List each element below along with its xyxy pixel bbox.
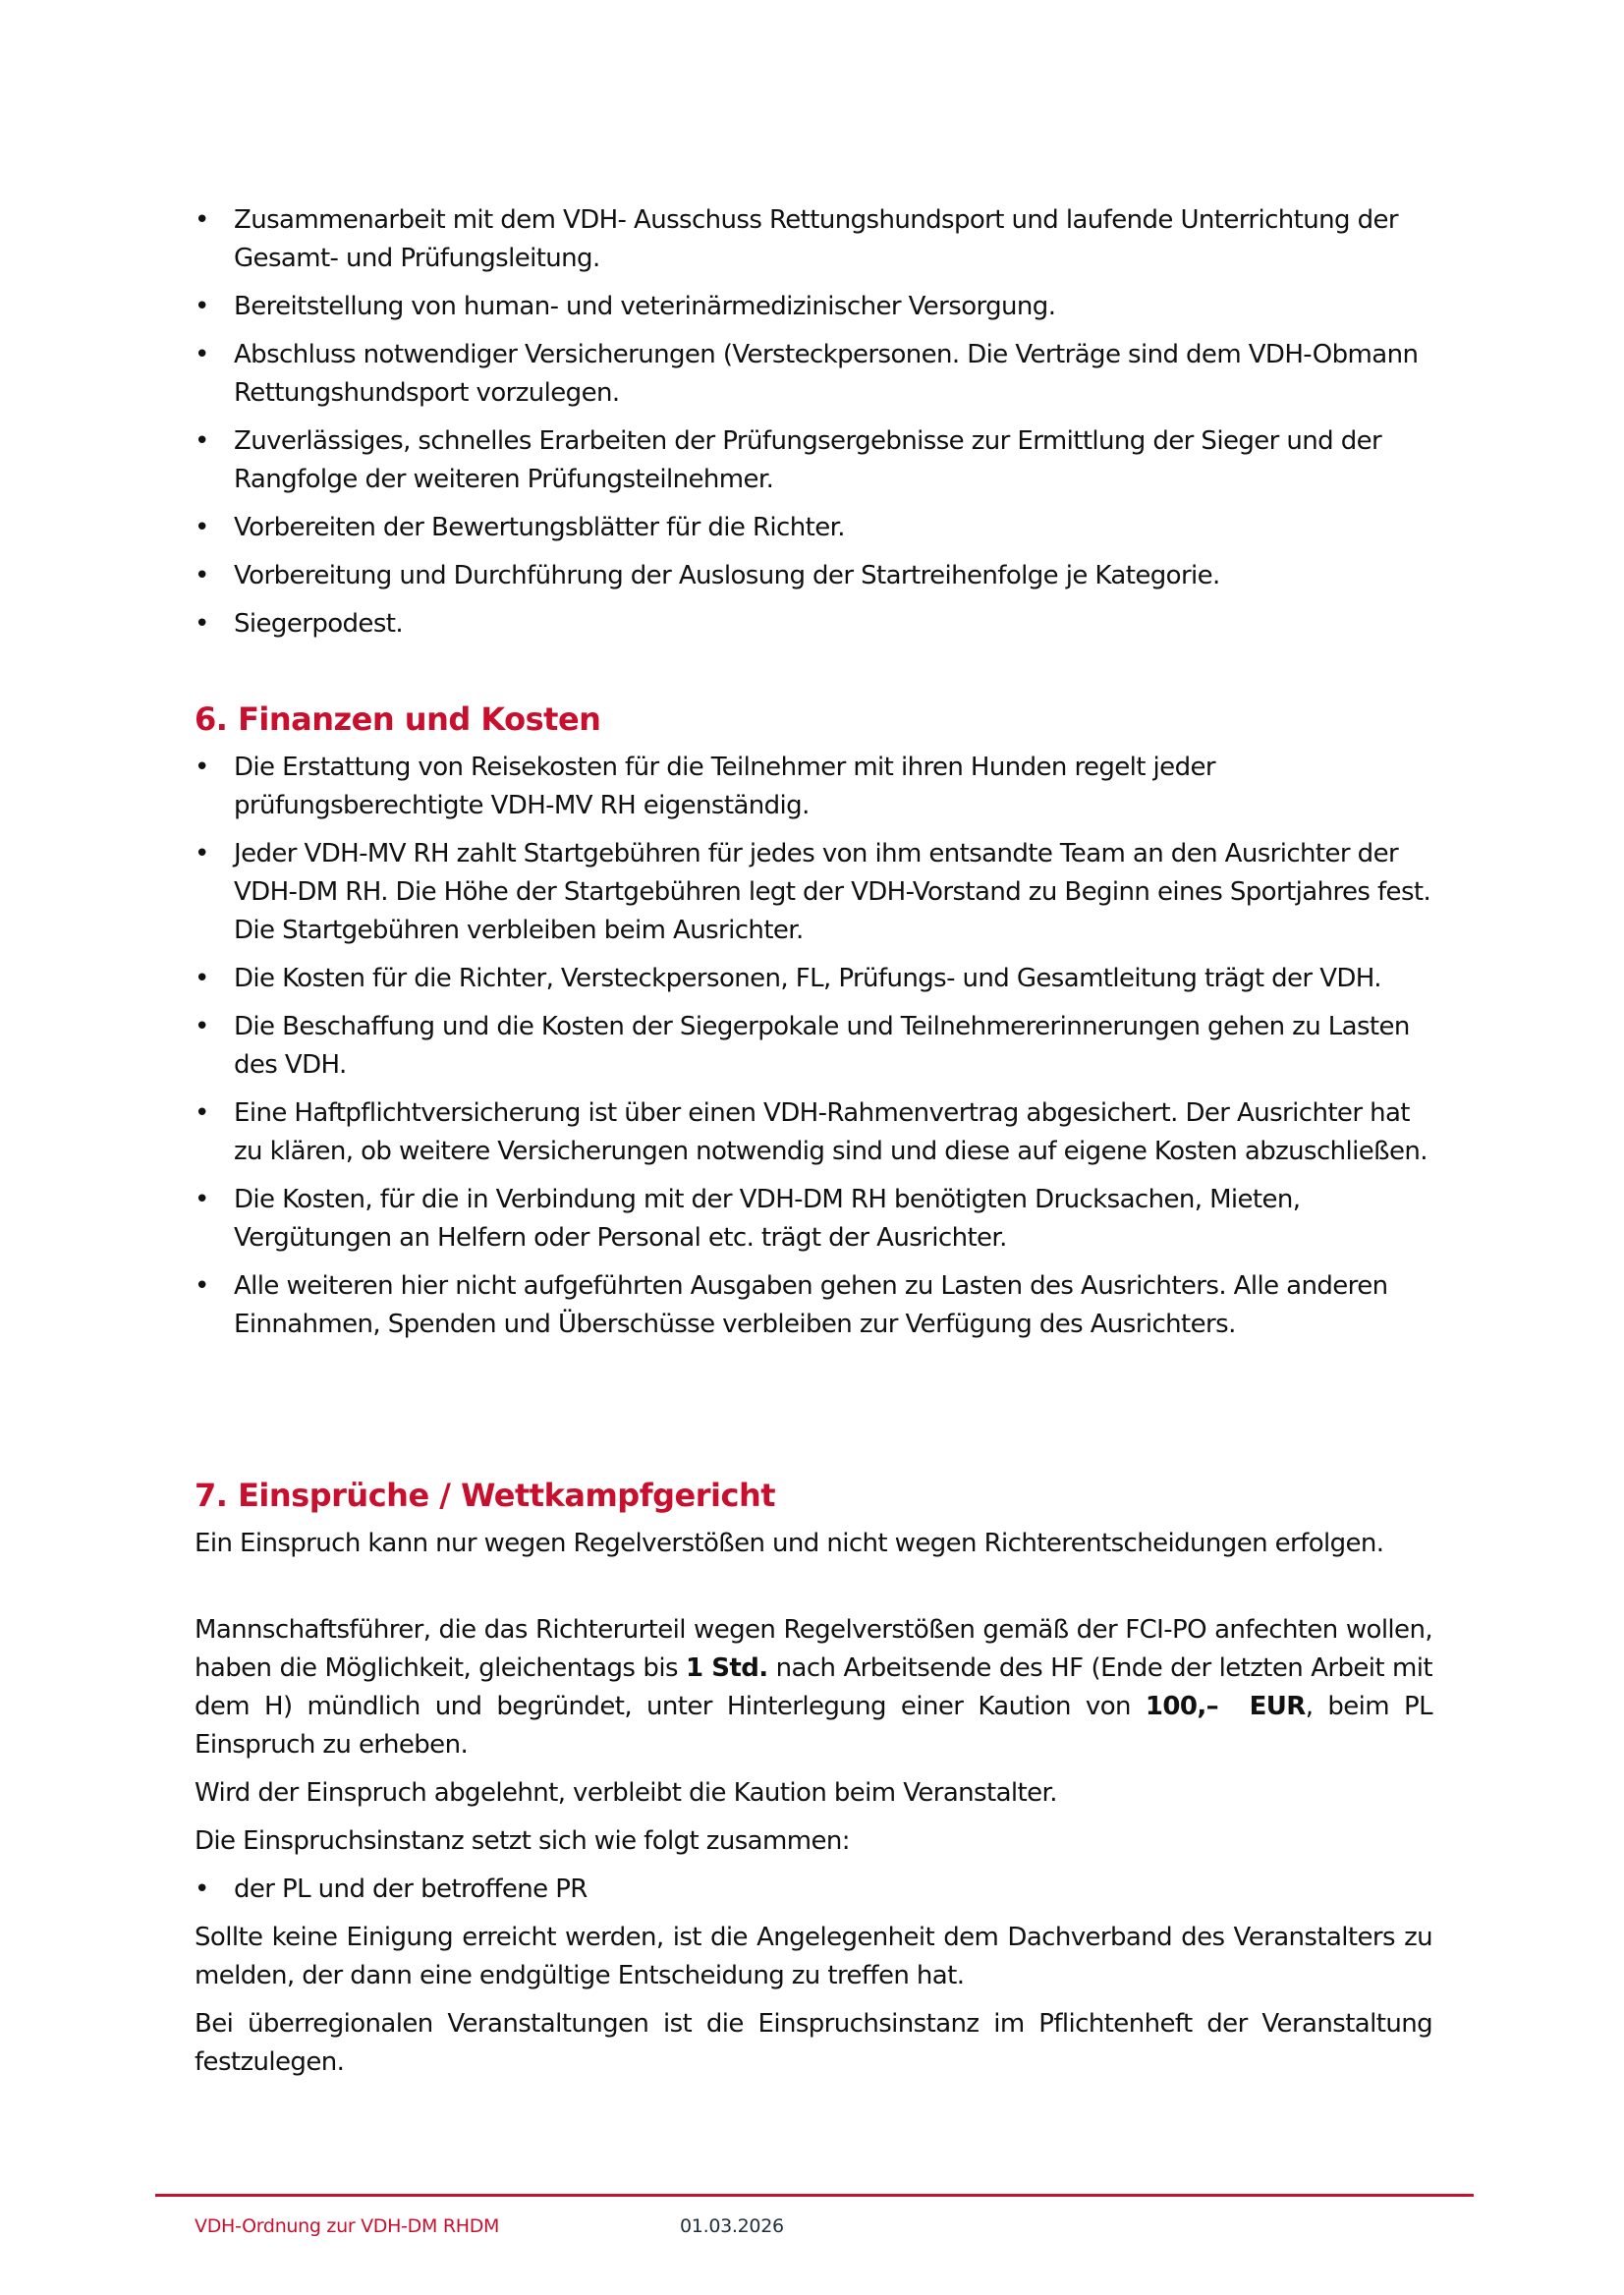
section7-body — [195, 1525, 1432, 2092]
section7-paragraph-appeal: Mannschaftsführer, die das Richterurteil wegen Regelverstößen gemäß der FCI-PO anfechten wollen, haben die Möglichkeit, gleichentags bis 1 Std. nach Arbeitsende des HF (Ende der letzten Arbeit mit dem H) mündlich und begründet, unter Hinterlegung einer Kaution von 100,– EUR, beim PL Einspruch zu erheben. — [195, 1615, 1433, 1760]
footer-document-title: VDH-Ordnung zur VDH-DM RHDM — [195, 2215, 500, 2237]
bullet-icon: • — [195, 609, 209, 639]
list-item: • Die Beschaffung und die Kosten der Siegerpokale und Teilnehmererinnerungen gehen zu Lasten des VDH. — [195, 1008, 1432, 1085]
deadline-bold: 1 Std. — [685, 1653, 768, 1683]
list-item: • Bereitstellung von human- und veterinärmedizinischer Versorgung. — [195, 288, 1432, 326]
bullet-icon: • — [195, 1875, 209, 1904]
section7-heading: 7. Einsprüche / Wettkampfgericht — [195, 1477, 776, 1514]
list-item: • Eine Haftpflichtversicherung ist über einen VDH-Rahmenvertrag abgesichert. Der Ausrichter hat zu klären, ob weitere Versicherungen notwendig sind und diese auf eigene Kosten abzuschließen. — [195, 1094, 1432, 1171]
bullet-icon: • — [195, 839, 209, 868]
bullet-icon: • — [195, 1098, 209, 1128]
section7-intro: Ein Einspruch kann nur wegen Regelverstößen und nicht wegen Richterentscheidungen erfolgen. — [195, 1529, 1384, 1558]
list-item: • Die Erstattung von Reisekosten für die Teilnehmer mit ihren Hunden regelt jeder prüfungsberechtigte VDH-MV RH eigenständig. — [195, 749, 1432, 825]
bullet-icon: • — [195, 205, 209, 235]
bullet-icon: • — [195, 1185, 209, 1214]
list-item: • Die Kosten für die Richter, Versteckpersonen, FL, Prüfungs- und Gesamtleitung trägt der VDH. — [195, 960, 1432, 998]
section6-heading: 6. Finanzen und Kosten — [195, 700, 601, 738]
list-item: • Vorbereitung und Durchführung der Auslosung der Startreihenfolge je Kategorie. — [195, 557, 1432, 595]
bullet-icon: • — [195, 753, 209, 782]
bullet-icon: • — [195, 292, 209, 321]
section6-list — [195, 749, 1432, 1354]
footer-date: 01.03.2026 — [680, 2215, 784, 2237]
bullet-icon: • — [195, 1012, 209, 1041]
bullet-icon: • — [195, 964, 209, 993]
bullet-icon: • — [195, 340, 209, 369]
list-item: • Abschluss notwendiger Versicherungen (Versteckpersonen. Die Verträge sind dem VDH-Obmann Rettungshundsport vorzulegen. — [195, 336, 1432, 413]
section7-paragraph-no-agreement: Sollte keine Einigung erreicht werden, ist die Angelegenheit dem Dachverband des Veranstalters zu melden, der dann eine endgültige Entscheidung zu treffen hat. — [195, 1923, 1432, 1990]
list-item: • Zuverlässiges, schnelles Erarbeiten der Prüfungsergebnisse zur Ermittlung der Sieger und der Rangfolge der weiteren Prüfungsteilnehmer. — [195, 422, 1432, 499]
section7-list — [195, 1871, 1432, 1909]
list-item: • Zusammenarbeit mit dem VDH- Ausschuss Rettungshundsport und laufende Unterrichtung der Gesamt- und Prüfungsleitung. — [195, 201, 1432, 278]
footer-divider — [155, 2194, 1474, 2197]
section7-paragraph-rejected: Wird der Einspruch abgelehnt, verbleibt die Kaution beim Veranstalter. — [195, 1778, 1057, 1808]
bullet-icon: • — [195, 426, 209, 456]
list-item: • Vorbereiten der Bewertungsblätter für die Richter. — [195, 509, 1432, 547]
section7-paragraph-instance: Die Einspruchsinstanz setzt sich wie folgt zusammen: — [195, 1826, 850, 1856]
list-item: • Alle weiteren hier nicht aufgeführten Ausgaben gehen zu Lasten des Ausrichters. Alle anderen Einnahmen, Spenden und Überschüsse verbleiben zur Verfügung des Ausrichters. — [195, 1267, 1432, 1344]
list-item: • der PL und der betroffene PR — [195, 1871, 1432, 1909]
bullet-icon: • — [195, 1271, 209, 1301]
list-item: • Siegerpodest. — [195, 605, 1432, 644]
bullet-icon: • — [195, 561, 209, 590]
deposit-bold: 100,– EUR — [1145, 1692, 1306, 1721]
list-item: • Jeder VDH-MV RH zahlt Startgebühren für jedes von ihm entsandte Team an den Ausrichter der VDH-DM RH. Die Höhe der Startgebühren legt der VDH-Vorstand zu Beginn eines Sportjahres fest. Die Startgebühren verbleiben beim Ausrichter. — [195, 835, 1432, 950]
bullet-icon: • — [195, 513, 209, 542]
section5-list — [195, 201, 1432, 653]
list-item: • Die Kosten, für die in Verbindung mit der VDH-DM RH benötigten Drucksachen, Mieten, Vergütungen an Helfern oder Personal etc. trägt der Ausrichter. — [195, 1181, 1432, 1258]
section7-paragraph-supraregional: Bei überregionalen Veranstaltungen ist die Einspruchsinstanz im Pflichtenheft der Veranstaltung festzulegen. — [195, 2009, 1432, 2077]
